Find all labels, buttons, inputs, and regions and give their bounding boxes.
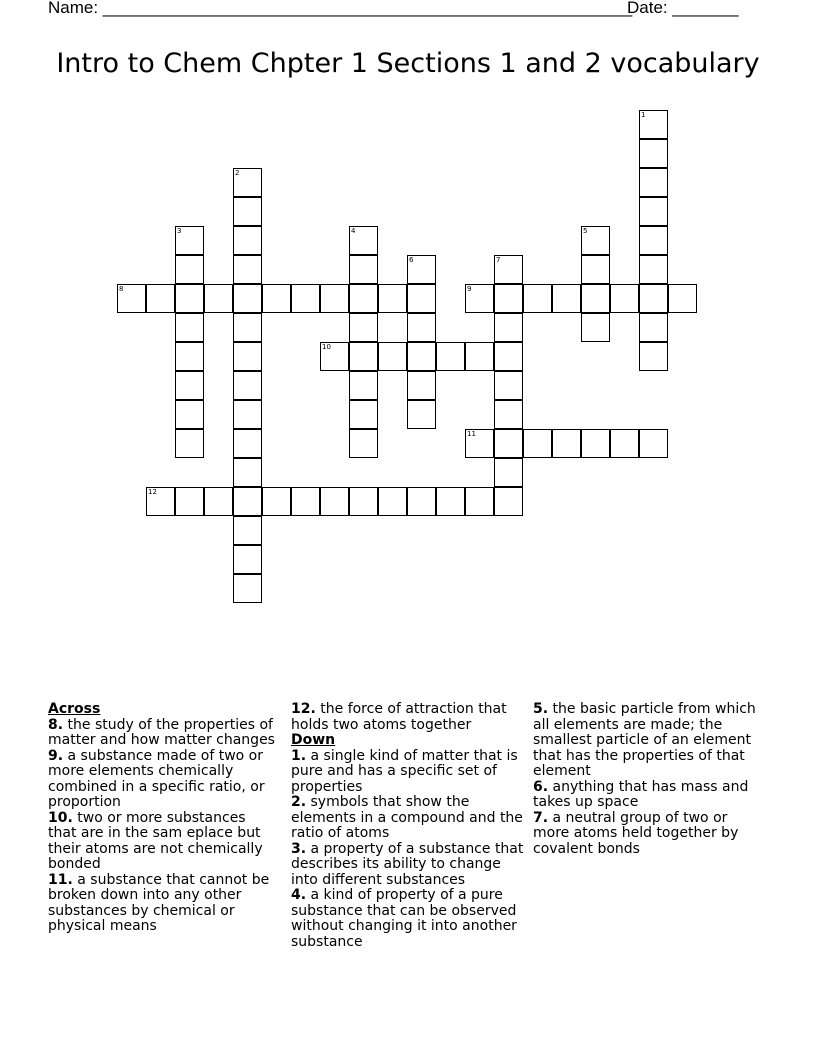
cell-number: 3 xyxy=(177,227,182,235)
crossword-cell[interactable] xyxy=(465,487,494,516)
crossword-cell[interactable] xyxy=(320,487,349,516)
cell-number: 8 xyxy=(119,285,124,293)
crossword-cell[interactable] xyxy=(349,226,378,255)
crossword-cell[interactable] xyxy=(204,487,233,516)
crossword-cell[interactable] xyxy=(494,342,523,371)
crossword-cell[interactable] xyxy=(581,429,610,458)
crossword-cell[interactable] xyxy=(378,487,407,516)
crossword-cell[interactable] xyxy=(465,342,494,371)
clue-text: symbols that show the elements in a compound and the ratio of atoms xyxy=(291,794,523,841)
date-field-label[interactable]: Date: _______ xyxy=(627,0,739,17)
crossword-cell[interactable] xyxy=(494,255,523,284)
clue-down-5 xyxy=(533,702,765,780)
cell-number: 10 xyxy=(322,343,331,351)
crossword-cell[interactable] xyxy=(581,226,610,255)
cell-number: 2 xyxy=(235,169,240,177)
crossword-cell[interactable] xyxy=(494,400,523,429)
cell-number: 7 xyxy=(496,256,501,264)
cell-number: 1 xyxy=(641,111,646,119)
crossword-cell[interactable] xyxy=(349,371,378,400)
crossword-cell[interactable] xyxy=(610,429,639,458)
crossword-cell[interactable] xyxy=(436,487,465,516)
crossword-cell[interactable] xyxy=(407,284,436,313)
clue-down-7 xyxy=(533,811,765,858)
crossword-cell[interactable] xyxy=(465,284,494,313)
clue-number: 5. xyxy=(533,701,549,717)
clue-text: a substance made of two or more elements chemically combined in a specific ratio, or proportion xyxy=(48,747,265,810)
crossword-cell[interactable] xyxy=(639,226,668,255)
clue-number: 3. xyxy=(291,840,307,857)
clue-number: 10. xyxy=(48,809,73,826)
crossword-cell[interactable] xyxy=(349,400,378,429)
crossword-cell[interactable] xyxy=(146,487,175,516)
crossword-cell[interactable] xyxy=(552,284,581,313)
crossword-cell[interactable] xyxy=(175,226,204,255)
crossword-cell[interactable] xyxy=(378,342,407,371)
crossword-cell[interactable] xyxy=(233,400,262,429)
crossword-cell[interactable] xyxy=(146,284,175,313)
clue-text: two or more substances that are in the sam eplace but their atoms are not chemically bonded xyxy=(48,809,263,872)
clue-text: the study of the properties of matter and how matter changes xyxy=(48,716,275,748)
crossword-cell[interactable] xyxy=(233,197,262,226)
clue-across-8 xyxy=(48,718,278,749)
crossword-cell[interactable] xyxy=(204,284,233,313)
cell-number: 12 xyxy=(148,488,157,496)
crossword-cell[interactable] xyxy=(320,342,349,371)
cell-number: 6 xyxy=(409,256,414,264)
crossword-cell[interactable] xyxy=(494,487,523,516)
crossword-cell[interactable] xyxy=(233,516,262,545)
crossword-cell[interactable] xyxy=(494,284,523,313)
clue-down-2 xyxy=(291,795,527,842)
crossword-cell[interactable] xyxy=(320,284,349,313)
cell-number: 5 xyxy=(583,227,588,235)
clue-text: a kind of property of a pure substance that can be observed without changing it into another substance xyxy=(291,887,517,950)
down-heading: Down xyxy=(291,732,336,748)
crossword-cell[interactable] xyxy=(639,313,668,342)
clue-number: 4. xyxy=(291,887,307,903)
crossword-cell[interactable] xyxy=(233,168,262,197)
clue-text: a neutral group of two or more atoms held together by covalent bonds xyxy=(533,809,739,857)
crossword-cell[interactable] xyxy=(668,284,697,313)
cell-number: 4 xyxy=(351,227,356,235)
name-field-label[interactable]: Name: ________________________________________________________ xyxy=(48,0,633,17)
clue-down-3 xyxy=(291,842,527,889)
clue-across-9 xyxy=(48,749,278,811)
crossword-cell[interactable] xyxy=(233,226,262,255)
crossword-cell[interactable] xyxy=(639,139,668,168)
crossword-cell[interactable] xyxy=(494,313,523,342)
crossword-cell[interactable] xyxy=(436,342,465,371)
crossword-cell[interactable] xyxy=(291,284,320,313)
crossword-cell[interactable] xyxy=(175,400,204,429)
crossword-cell[interactable] xyxy=(349,429,378,458)
crossword-cell[interactable] xyxy=(175,313,204,342)
clue-down-4 xyxy=(291,888,527,950)
crossword-cell[interactable] xyxy=(233,342,262,371)
crossword-cell[interactable] xyxy=(233,458,262,487)
crossword-cell[interactable] xyxy=(349,313,378,342)
crossword-cell[interactable] xyxy=(262,284,291,313)
crossword-cell[interactable] xyxy=(175,255,204,284)
crossword-cell[interactable] xyxy=(407,487,436,516)
crossword-cell[interactable] xyxy=(407,400,436,429)
clue-text: the basic particle from which all elements are made; the smallest particle of an element that has the properties of that element xyxy=(533,701,756,779)
clues-column-3 xyxy=(533,702,765,857)
crossword-cell[interactable] xyxy=(349,284,378,313)
crossword-cell[interactable] xyxy=(639,197,668,226)
crossword-cell[interactable] xyxy=(407,255,436,284)
crossword-cell[interactable] xyxy=(639,284,668,313)
crossword-cell[interactable] xyxy=(175,371,204,400)
clue-number: 9. xyxy=(48,747,64,764)
crossword-cell[interactable] xyxy=(233,371,262,400)
crossword-cell[interactable] xyxy=(581,313,610,342)
crossword-cell[interactable] xyxy=(639,342,668,371)
crossword-cell[interactable] xyxy=(175,487,204,516)
crossword-cell[interactable] xyxy=(291,487,320,516)
cell-number: 9 xyxy=(467,285,472,293)
crossword-cell[interactable] xyxy=(407,371,436,400)
crossword-cell[interactable] xyxy=(552,429,581,458)
crossword-cell[interactable] xyxy=(175,284,204,313)
crossword-cell[interactable] xyxy=(465,429,494,458)
clues-column-1 xyxy=(48,702,278,935)
crossword-cell[interactable] xyxy=(233,429,262,458)
clue-number: 6. xyxy=(533,778,549,795)
crossword-cell[interactable] xyxy=(639,168,668,197)
clue-down-6 xyxy=(533,780,765,811)
clue-number: 8. xyxy=(48,716,64,733)
crossword-cell[interactable] xyxy=(494,429,523,458)
clues-column-2 xyxy=(291,702,527,950)
crossword-cell[interactable] xyxy=(233,313,262,342)
clue-across-11 xyxy=(48,873,278,935)
crossword-cell[interactable] xyxy=(407,342,436,371)
clue-number: 2. xyxy=(291,794,307,810)
crossword-cell[interactable] xyxy=(233,574,262,603)
crossword-cell[interactable] xyxy=(639,255,668,284)
crossword-cell[interactable] xyxy=(378,284,407,313)
crossword-cell[interactable] xyxy=(639,429,668,458)
clue-number: 1. xyxy=(291,747,307,764)
crossword-cell[interactable] xyxy=(175,429,204,458)
cell-number: 11 xyxy=(467,430,476,438)
crossword-cell[interactable] xyxy=(233,487,262,516)
crossword-cell[interactable] xyxy=(523,284,552,313)
clue-number: 12. xyxy=(291,701,316,717)
clue-text: a property of a substance that describes its ability to change into different substances xyxy=(291,840,524,888)
clue-number: 11. xyxy=(48,871,73,888)
crossword-cell[interactable] xyxy=(581,284,610,313)
crossword-cell[interactable] xyxy=(610,284,639,313)
page-title: Intro to Chem Chpter 1 Sections 1 and 2 vocabulary xyxy=(56,48,760,79)
clue-text: the force of attraction that holds two atoms together xyxy=(291,701,507,733)
clue-text: a substance that cannot be broken down into any other substances by chemical or physical means xyxy=(48,871,270,934)
clue-down-1 xyxy=(291,749,527,796)
crossword-cell[interactable] xyxy=(494,371,523,400)
clue-text: anything that has mass and takes up space xyxy=(533,778,749,810)
crossword-cell[interactable] xyxy=(349,255,378,284)
clue-across-10 xyxy=(48,811,278,873)
crossword-cell[interactable] xyxy=(581,255,610,284)
crossword-cell[interactable] xyxy=(349,487,378,516)
crossword-cell[interactable] xyxy=(494,458,523,487)
crossword-cell[interactable] xyxy=(349,342,378,371)
clue-number: 7. xyxy=(533,809,549,826)
crossword-cell[interactable] xyxy=(233,255,262,284)
crossword-cell[interactable] xyxy=(117,284,146,313)
crossword-cell[interactable] xyxy=(175,342,204,371)
crossword-cell[interactable] xyxy=(407,313,436,342)
crossword-cell[interactable] xyxy=(262,487,291,516)
crossword-cell[interactable] xyxy=(233,545,262,574)
crossword-cell[interactable] xyxy=(639,110,668,139)
crossword-cell[interactable] xyxy=(233,284,262,313)
clue-text: a single kind of matter that is pure and has a specific set of properties xyxy=(291,747,518,795)
clue-across-12 xyxy=(291,702,527,733)
crossword-cell[interactable] xyxy=(523,429,552,458)
across-heading: Across xyxy=(48,701,101,717)
